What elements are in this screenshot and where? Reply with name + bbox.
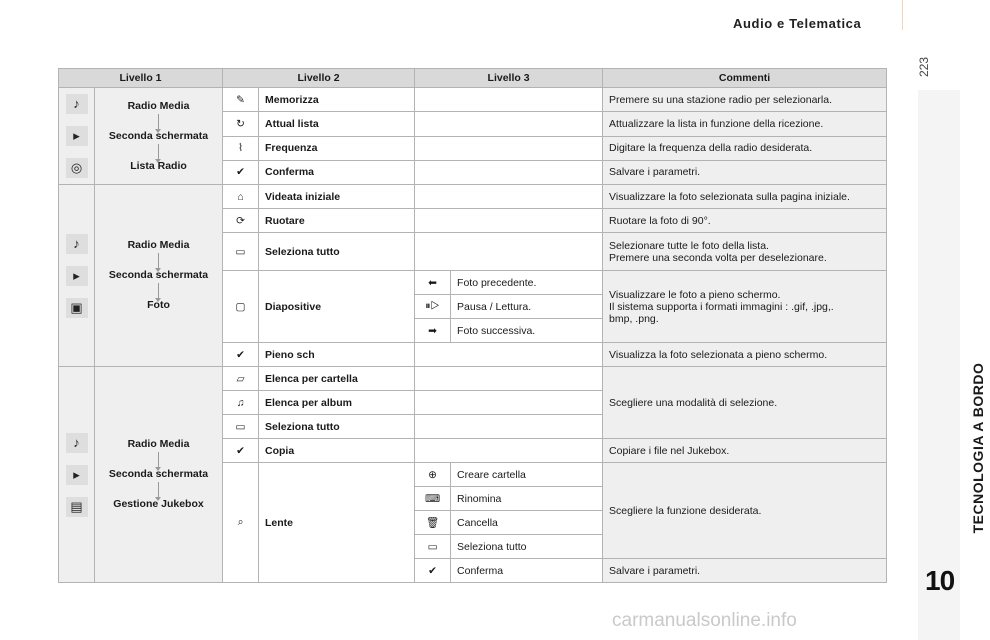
level1-radio-media: Radio Media [127,438,190,450]
option-ruotare: Ruotare [259,209,415,233]
column-header-level1: Livello 1 [59,69,223,88]
option-seleziona-tutto: Seleziona tutto [259,415,415,439]
down-arrow-icon [158,114,159,130]
menu-table [58,68,887,583]
option-elenca-cartella: Elenca per cartella [259,367,415,391]
comment: Salvare i parametri. [603,160,887,184]
comment: Digitare la frequenza della radio desiderata. [603,136,887,160]
group2-level1-icons [59,185,95,367]
trash-icon: 🗑 [415,511,451,535]
checkmark-icon: ✔ [223,160,259,184]
comment: Visualizzare le foto a pieno schermo. Il sistema supporta i formati immagini : .gif, .jpg,. bmp, .png. [603,271,887,343]
side-tab-band [918,90,960,640]
pause-play-icon: ⏸▷ [415,295,451,319]
option-videata-iniziale: Videata iniziale [259,185,415,209]
comment: Scegliere la funzione desiderata. [603,463,887,559]
radio-list-icon: ◎ [66,158,88,178]
watermark: carmanualsonline.info [612,610,797,631]
comment: Salvare i parametri. [603,559,887,583]
comment: Visualizza la foto selezionata a pieno schermo. [603,343,887,367]
sub-cancella: Cancella [451,511,603,535]
column-header-comments: Commenti [603,69,887,88]
comment: Copiare i file nel Jukebox. [603,439,887,463]
select-all-icon: ▭ [223,233,259,271]
comment: Selezionare tutte le foto della lista. Premere una seconda volta per deselezionare. [603,233,887,271]
chapter-number: 10 [925,565,955,596]
photo-icon: ▣ [66,298,88,318]
option-attual-lista: Attual lista [259,112,415,136]
sub-conferma: Conferma [451,559,603,583]
column-header-level3: Livello 3 [415,69,603,88]
home-screen-icon: ⌂ [223,185,259,209]
select-all-icon: ▭ [223,415,259,439]
second-screen-icon: ▸ [66,266,88,286]
sub-pause-play: Pausa / Lettura. [451,295,603,319]
level1-radio-list: Lista Radio [130,159,187,172]
group3-level1-icons [59,367,95,583]
refresh-icon: ↻ [223,112,259,136]
sub-rinomina: Rinomina [451,487,603,511]
magnifier-icon: ⌕ [223,463,259,583]
option-conferma: Conferma [259,160,415,184]
level1-second-screen: Seconda schermata [108,468,209,480]
down-arrow-icon [158,253,159,269]
level1-jukebox: Gestione Jukebox [113,498,204,510]
next-arrow-icon: ➡ [415,319,451,343]
group1-level1-path [95,88,223,185]
checkmark-icon: ✔ [415,559,451,583]
header-divider [902,0,903,30]
down-arrow-icon [158,452,159,468]
down-arrow-icon [158,482,159,498]
down-arrow-icon [158,144,159,160]
group2-level1-path [95,185,223,367]
media-icon: ♪ [66,94,88,114]
option-seleziona-tutto: Seleziona tutto [259,233,415,271]
page-number: 223 [917,56,931,78]
second-screen-icon: ▸ [66,465,88,485]
group3-level1-path [95,367,223,583]
memorize-icon: ✎ [223,88,259,112]
level1-second-screen: Seconda schermata [108,129,209,142]
option-elenca-album: Elenca per album [259,391,415,415]
option-copia: Copia [259,439,415,463]
album-icon: ♫ [223,391,259,415]
option-diapositive: Diapositive [259,271,415,343]
sub-previous-photo: Foto precedente. [451,271,603,295]
down-arrow-icon [158,283,159,299]
level1-radio-media: Radio Media [127,99,190,112]
rotate-icon: ⟳ [223,209,259,233]
level1-radio-media: Radio Media [127,239,190,251]
media-icon: ♪ [66,234,88,254]
page-header-title: Audio e Telematica [733,16,862,31]
section-label: TECNOLOGIA A BORDO [970,362,986,534]
sub-next-photo: Foto successiva. [451,319,603,343]
comment: Ruotare la foto di 90°. [603,209,887,233]
group1-level1-icons [59,88,95,185]
second-screen-icon: ▸ [66,126,88,146]
previous-arrow-icon: ⬅ [415,271,451,295]
option-memorizza: Memorizza [259,88,415,112]
comment: Attualizzare la lista in funzione della ricezione. [603,112,887,136]
comment: Premere su una stazione radio per selezionarla. [603,88,887,112]
option-pieno-sch: Pieno sch [259,343,415,367]
slideshow-icon: ▢ [223,271,259,343]
option-frequenza: Frequenza [259,136,415,160]
jukebox-icon: ▤ [66,497,88,517]
comment: Scegliere una modalità di selezione. [603,367,887,439]
folder-list-icon: ▱ [223,367,259,391]
level1-second-screen: Seconda schermata [108,269,209,281]
checkmark-icon: ✔ [223,439,259,463]
option-lente: Lente [259,463,415,583]
rename-icon: ⌨ [415,487,451,511]
sub-seleziona-tutto: Seleziona tutto [451,535,603,559]
level1-photo: Foto [147,299,170,311]
sub-creare-cartella: Creare cartella [451,463,603,487]
media-icon: ♪ [66,433,88,453]
select-all-icon: ▭ [415,535,451,559]
checkmark-icon: ✔ [223,343,259,367]
frequency-icon: ⌇ [223,136,259,160]
comment: Visualizzare la foto selezionata sulla pagina iniziale. [603,185,887,209]
new-folder-icon: ⊕ [415,463,451,487]
column-header-level2: Livello 2 [223,69,415,88]
